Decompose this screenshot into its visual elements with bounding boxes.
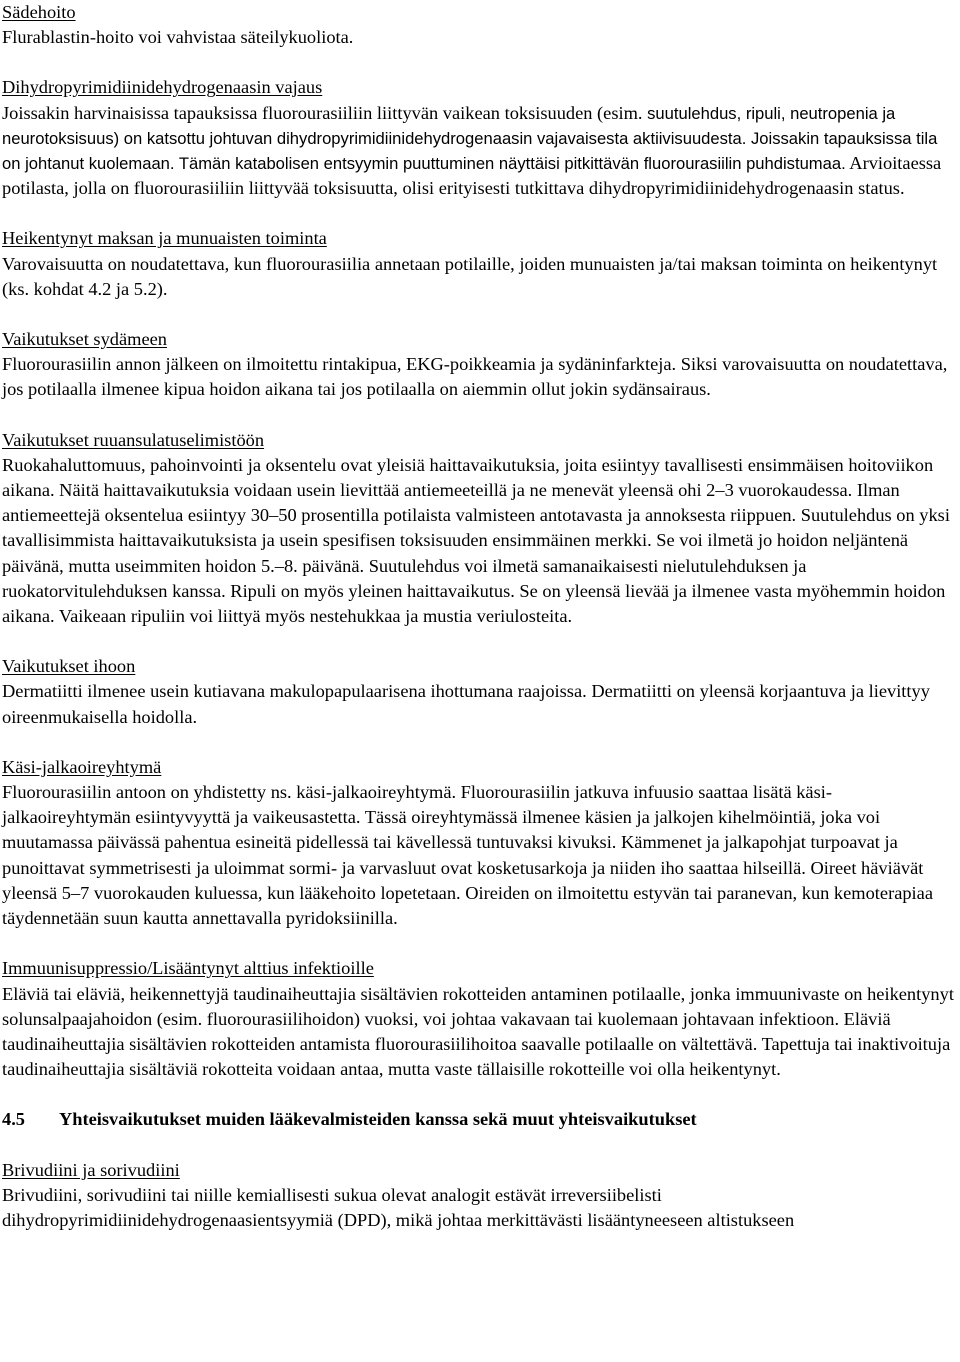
- heading-sydan: Vaikutukset sydämeen: [2, 329, 167, 350]
- text-sadehoito: Flurablastin-hoito voi vahvistaa säteilykuoliota.: [2, 27, 354, 48]
- heading-kasi-jalka: Käsi-jalkaoireyhtymä: [2, 756, 162, 777]
- heading-maksa-munuaiset: Heikentynyt maksan ja munuaisten toiminta: [2, 228, 327, 249]
- text-iho: Dermatiitti ilmenee usein kutiavana makulopapulaarisena ihottumana raajoissa. Dermatiitti on yleensä korjaantuva ja lievittyy oireenmukaisella hoidolla.: [2, 681, 930, 727]
- text-dpd-part1: Joissakin harvinaisissa tapauksissa fluorourasiiliin liittyvän vaikean toksisuuden (esim.: [2, 102, 648, 123]
- text-immuunisuppressio: Eläviä tai eläviä, heikennettyjä taudinaiheuttajia sisältävien rokotteiden antaminen potilaalle, jonka immuunivaste on heikentynyt solunsalpaajahoidon (esim. fluorourasiilihoidon) vuoksi, voi johtaa vakavaan tai kuolemaan johtavaan infektioon. Eläviä taudinaiheuttajia sisältävien rokotteiden antamista fluorourasiilihoitoa saavalle potilaalle on vältettävä. Tapettuja tai inaktivoituja taudinaiheuttajia sisältäviä rokotteita voidaan antaa, mutta vaste tällaisille rokotteille voi olla heikentynyt.: [2, 983, 954, 1080]
- section-title-4-5: [2, 1107, 960, 1132]
- section-title-text: Yhteisvaikutukset muiden lääkevalmisteiden kanssa sekä muut yhteisvaikutukset: [59, 1109, 697, 1130]
- heading-sadehoito: Sädehoito: [2, 2, 76, 22]
- section-sydan: [2, 327, 960, 403]
- text-dpd-part3: Arvioitaessa potilasta, jolla on fluorourasiiliin liittyvää toksisuutta, olisi erityisesti tutkittava dihydropyrimidiinidehydrogenaasin status.: [2, 153, 942, 199]
- text-dpd-part2: suutulehdus, ripuli, neutropenia ja neurotoksisuus) on katsottu johtuvan dihydropyrimidiinidehydrogenaasin vajavaisesta aktiivisuudesta. Joissakin tapauksissa tila on johtanut kuolemaan. Tämän katabolisen entsyymin puuttuminen näyttäisi pitkittävän fluorourasiilin puhdistumaa.: [2, 103, 938, 174]
- section-maksa-munuaiset: [2, 226, 960, 302]
- text-kasi-jalka: Fluorourasiilin antoon on yhdistetty ns. käsi-jalkaoireyhtymä. Fluorourasiilin jatkuva infuusio saattaa lisätä käsi-jalkaoireyhtymän esiintyvyyttä ja vaikeusastetta. Tässä oireyhtymässä ilmenee käsien ja jalkojen kihelmöintiä, joka voi muutamassa päivässä pahentua esineitä pidellessä tai kävellessä tuntuvaksi kivuksi. Kämmenet ja jalkapohjat turpoavat ja punoittavat symmetrisesti ja uloimmat sormi- ja varvasluut ovat kosketusarkoja ja niiden iho saattaa hilseillä. Oireet häviävät yleensä 5–7 vuorokauden kuluessa, kun lääkehoito lopetetaan. Oireiden on ilmoitettu estyvän tai paranevan, kun kemoterapiaa täydennetään suun kautta annettavalla pyridoksiinilla.: [2, 782, 933, 929]
- section-immuunisuppressio: [2, 956, 960, 1082]
- text-brivudiini: Brivudiini, sorivudiini tai niille kemiallisesti sukua olevat analogit estävät irreversiibelisti dihydropyrimidiinidehydrogenaasientsyymiä (DPD), mikä johtaa merkittävästi lisääntyneeseen altistukseen: [2, 1184, 795, 1230]
- section-kasi-jalka: [2, 755, 960, 931]
- section-ruuansulatus: [2, 428, 960, 630]
- section-number: 4.5: [2, 1109, 25, 1130]
- heading-immuunisuppressio: Immuunisuppressio/Lisääntynyt alttius infektioille: [2, 958, 374, 979]
- heading-dpd-vajaus: Dihydropyrimidiinidehydrogenaasin vajaus: [2, 77, 323, 98]
- text-ruuansulatus: Ruokahaluttomuus, pahoinvointi ja oksentelu ovat yleisiä haittavaikutuksia, joita esiintyy tavallisesti ensimmäisen hoitoviikon aikana. Näitä haittavaikutuksia voidaan usein lievittää antiemeeteillä ja ne menevät yleensä ohi 2–3 vuorokaudessa. Ilman antiemeettejä oksentelua esiintyy 30–50 prosentilla potilaista valmisteen antotavasta ja annoksesta riippuen. Suutulehdus on yksi tavallisimmista haittavaikutuksista ja usein spesifisen toksisuuden ensimmäinen merkki. Se voi ilmetä jo hoidon neljäntenä päivänä, mutta useimmiten hoidon 5.–8. päivänä. Suutulehdus voi ilmetä samanaikaisesti nielutulehduksen ja ruokatorvitulehduksen kanssa. Ripuli on myös yleinen haittavaikutus. Se on yleensä lievää ja ilmenee vasta myöhemmin hoidon aikana. Vaikeaan ripuliin voi liittyä myös nestehukkaa ja mustia veriulosteita.: [2, 454, 950, 627]
- section-sadehoito: [2, 0, 960, 50]
- section-iho: [2, 654, 960, 730]
- text-maksa-munuaiset: Varovaisuutta on noudatettava, kun fluorourasiilia annetaan potilaille, joiden munuaisten ja/tai maksan toiminta on heikentynyt (ks. kohdat 4.2 ja 5.2).: [2, 253, 938, 299]
- text-sydan: Fluorourasiilin annon jälkeen on ilmoitettu rintakipua, EKG-poikkeamia ja sydäninfarkteja. Siksi varovaisuutta on noudatettava, jos potilaalla ilmenee kipua hoidon aikana tai jos potilaalla on aiemmin ollut jokin sydänsairaus.: [2, 354, 948, 400]
- heading-ruuansulatus: Vaikutukset ruuansulatuselimistöön: [2, 429, 265, 450]
- text-dpd-vajaus: [2, 101, 960, 202]
- section-brivudiini: [2, 1158, 960, 1234]
- section-dpd-vajaus: [2, 75, 960, 201]
- heading-iho: Vaikutukset ihoon: [2, 656, 136, 677]
- document-page: [2, 0, 960, 1233]
- heading-brivudiini: Brivudiini ja sorivudiini: [2, 1159, 180, 1180]
